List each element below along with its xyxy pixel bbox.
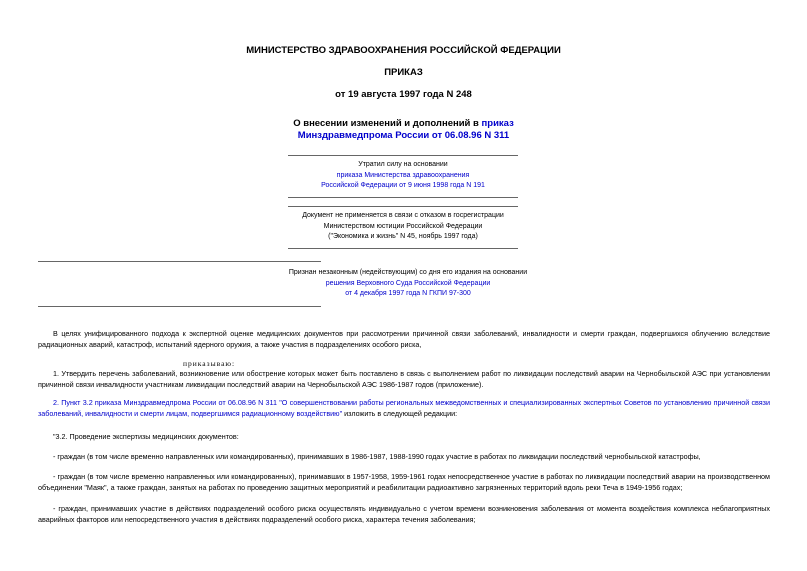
order-word: приказываю:	[183, 359, 236, 368]
note-invalid-link-2[interactable]: от 4 декабря 1997 года N ГКПИ 97-300	[345, 290, 471, 297]
note-not-applied-line-2: Министерством юстиции Российской Федерации	[323, 222, 483, 230]
title-link-order[interactable]: приказ	[481, 118, 514, 129]
note-invalid	[238, 268, 578, 300]
item-1-paragraph: 1. Утвердить перечень заболеваний, возникновение или обострение которых может быть поставлено в связь с выполнением работ по ликвидации последствий аварии на Чернобыльской АЭС при установлении причинной связи инвалидности участникам ликвидации последствий аварии на Чернобыльской АЭС 1986-1987 годов (приложение).	[38, 369, 770, 389]
divider	[288, 155, 518, 156]
quote-start: "3.2. Проведение экспертизы медицинских документов:	[53, 432, 239, 441]
note-not-applied-line-1: Документ не применяется в связи с отказом в госрегистрации	[302, 212, 504, 219]
document-date-number: от 19 августа 1997 года N 248	[335, 89, 472, 100]
item-2-paragraph	[38, 398, 770, 419]
divider	[288, 206, 518, 207]
note-lost-force-label: Утратил силу на основании	[358, 161, 448, 168]
title-prefix: О внесении изменений и дополнений в	[293, 118, 482, 129]
ministry-heading: МИНИСТЕРСТВО ЗДРАВООХРАНЕНИЯ РОССИЙСКОЙ ФЕДЕРАЦИИ	[246, 45, 561, 56]
note-lost-force-link-2[interactable]: Российской Федерации от 9 июня 1998 года N 191	[321, 182, 485, 189]
item-2-link[interactable]: 2. Пункт 3.2 приказа Минздравмедпрома России от 06.08.96 N 311 "О совершенствовании работы региональных межведомственных и специализированных экспертных Советов по установлению причинной связи заболеваний, инвалидности и смерти лицам, подвергшимся радиационному воздействию"	[38, 398, 770, 418]
divider	[38, 306, 321, 307]
divider	[288, 197, 518, 198]
document-type: ПРИКАЗ	[384, 67, 423, 78]
note-lost-force-link-1[interactable]: приказа Министерства здравоохранения	[336, 171, 470, 179]
item-2-rest: изложить в следующей редакции:	[342, 408, 458, 418]
note-not-applied-line-3: ("Экономика и жизнь" N 45, ноябрь 1997 года)	[328, 233, 478, 240]
bullet-2: - граждан (в том числе временно направленных или командированных), принимавших в 1957-1958, 1959-1961 годах непосредственное участие в работах по ликвидации последствий аварии на производственном объединении "Маяк", а также граждан, занятых на работах по проведению защитных мероприятий и реабилитации радиоактивно загрязненных территорий вдоль реки Теча в 1949-1956 годах;	[38, 472, 770, 492]
bullet-3: - граждан, принимавших участие в действиях подразделений особого риска осуществлять индивидуально с учетом времени возникновения заболевания от момента воздействия комплекса неблагоприятных аварийных факторов или непосредственного участия в действиях подразделений особого риска, характера течения заболевания;	[38, 504, 770, 524]
title-link-ministry[interactable]: Минздравмедпрома России от 06.08.96 N 311	[297, 130, 510, 141]
note-not-applied	[248, 211, 558, 243]
note-lost-force	[248, 160, 558, 192]
document-title	[0, 118, 807, 142]
note-invalid-line-1: Признан незаконным (недействующим) со дня его издания на основании	[288, 269, 528, 276]
intro-paragraph: В целях унифицированного подхода к экспертной оценке медицинских документов при рассмотрении причинной связи заболеваний, инвалидности и смерти граждан, подвергшихся облучению вследствие радиационных аварий, катастроф, испытаний ядерного оружия, а также участия в подразделениях особого риска,	[38, 329, 770, 349]
bullet-1: - граждан (в том числе временно направленных или командированных), принимавших в 1986-1987, 1988-1990 годах участие в работах по ликвидации последствий чернобыльской катастрофы,	[53, 452, 701, 461]
note-invalid-link-1[interactable]: решения Верховного Суда Российской Федерации	[325, 279, 491, 287]
divider	[288, 248, 518, 249]
divider	[38, 261, 321, 262]
